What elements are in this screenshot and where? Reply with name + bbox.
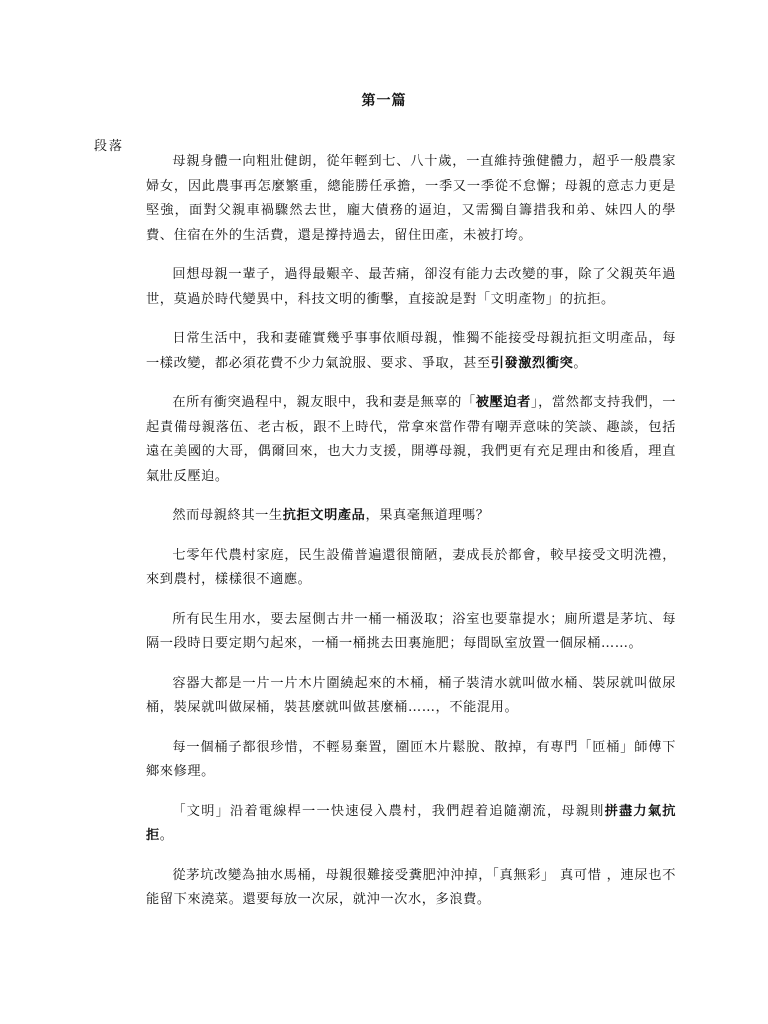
- section-label: 段落: [94, 139, 125, 154]
- paragraph: [146, 800, 676, 849]
- paragraph: [146, 736, 676, 785]
- page-title: 第一篇: [361, 93, 407, 109]
- text-run: 。: [573, 355, 588, 371]
- text-run: 回想母親一輩子，過得最艱辛、最苦痛，卻沒有能力去改變的事，除了父親英年過世，莫過於時代變異中，科技文明的衝擊，直接說是對「文明產物」的抗拒。: [146, 267, 676, 307]
- paragraph: [146, 864, 676, 913]
- text-run: 所有民生用水，要去屋側古井一桶一桶汲取；浴室也要靠提水；廁所還是茅坑、每隔一段時日要定期勺起來，一桶一桶挑去田裏施肥；每間臥室放置一個尿桶……。: [146, 611, 676, 651]
- text-run: 」，當然都支持我們，一起責備母親落伍、老古板，跟不上時代，常拿來當作帶有嘲弄意味的笑談、趣談，包括遠在美國的大哥，偶爾回來，也大力支援，開導母親，我們更有充足理由和後盾，理直氣壯反壓迫。: [146, 395, 677, 484]
- text-run: 「文明」沿着電線桿一一快速侵入農村，我們趕着追隨潮流，母親則: [172, 803, 605, 819]
- paragraph: [146, 263, 676, 312]
- text-run: 日常生活中，我和妻確實幾乎事事依順母親，惟獨不能接受母親抗拒文明產品，每一樣改變，都必須花費不少力氣說服、要求、爭取，甚至: [146, 331, 676, 371]
- text-run: ，果真毫無道理嗎？: [365, 508, 490, 523]
- document-body: [146, 150, 676, 928]
- text-run: 在所有衝突過程中，親友眼中，我和妻是無辜的「: [172, 395, 476, 410]
- bold-text-run: 引發激烈衝突: [490, 355, 574, 371]
- text-run: 母親身體一向粗壯健朗，從年輕到七、八十歲，一直維持強健體力，超乎一般農家婦女，因此農事再怎麼繁重，總能勝任承擔，一季又一季從不怠懈；母親的意志力更是堅強，面對父親車禍驟然去世，龐大債務的逼迫，又需獨自籌措我和弟、妹四人的學費、住宿在外的生活費，還是撐持過去，留住田產，未被打垮。: [146, 154, 676, 243]
- text-run: 七零年代農村家庭，民生設備普遍還很簡陋，妻成長於都會，較早接受文明洗禮，來到農村，樣樣很不適應。: [146, 547, 676, 587]
- text-run: 每一個桶子都很珍惜，不輕易棄置，圍匝木片鬆脫、散掉，有專門「匝桶」師傅下鄉來修理。: [146, 739, 676, 779]
- paragraph: [146, 544, 676, 593]
- paragraph: [146, 504, 676, 529]
- paragraph: [146, 672, 676, 721]
- text-run: 然而母親終其一生: [172, 508, 283, 523]
- text-run: 從茅坑改變為抽水馬桶，母親很難接受糞肥沖沖掉，「真無彩」 真可惜 ，連尿也不能留下來澆菜。還要每放一次尿，就沖一次水，多浪費。: [146, 867, 676, 907]
- bold-text-run: 被壓迫者: [475, 395, 531, 410]
- bold-text-run: 抗拒文明產品: [282, 508, 366, 523]
- paragraph: [146, 608, 676, 657]
- paragraph: [146, 150, 676, 248]
- text-run: 。: [159, 828, 174, 843]
- text-run: 容器大都是一片一片木片圍繞起來的木桶，桶子裝清水就叫做水桶、裝尿就叫做尿桶，裝屎就叫做屎桶，裝甚麼就叫做甚麼桶……，不能混用。: [146, 675, 676, 715]
- bold-text-run: 拼盡力氣抗拒: [146, 803, 677, 843]
- paragraph: [146, 327, 676, 376]
- paragraph: [146, 391, 676, 489]
